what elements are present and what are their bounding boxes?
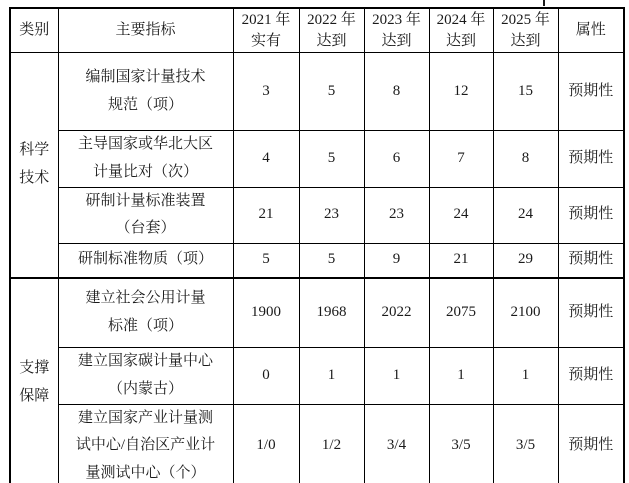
stray-mark <box>543 0 545 6</box>
attribute-cell: 预期性 <box>558 278 624 348</box>
value-cell: 5 <box>299 131 364 188</box>
table-row <box>10 187 624 244</box>
header-attribute: 属性 <box>558 8 624 53</box>
value-cell: 3/5 <box>493 404 558 483</box>
indicator-cell: 编制国家计量技术 规范（项） <box>58 53 233 131</box>
header-year-2025: 2025 年 达到 <box>493 8 558 53</box>
value-cell: 3/4 <box>364 404 429 483</box>
value-cell: 5 <box>299 53 364 131</box>
value-cell: 2100 <box>493 278 558 348</box>
header-year-2024: 2024 年 达到 <box>429 8 493 53</box>
value-cell: 1 <box>364 348 429 405</box>
table-row <box>10 278 624 348</box>
header-year-2023: 2023 年 达到 <box>364 8 429 53</box>
value-cell: 9 <box>364 244 429 278</box>
table-row <box>10 404 624 483</box>
value-cell: 8 <box>364 53 429 131</box>
value-cell: 21 <box>429 244 493 278</box>
value-cell: 1900 <box>233 278 299 348</box>
header-year-2022: 2022 年 达到 <box>299 8 364 53</box>
table-row <box>10 244 624 278</box>
attribute-cell: 预期性 <box>558 187 624 244</box>
value-cell: 24 <box>493 187 558 244</box>
table-row <box>10 53 624 131</box>
attribute-cell: 预期性 <box>558 404 624 483</box>
value-cell: 1 <box>429 348 493 405</box>
value-cell: 4 <box>233 131 299 188</box>
indicator-cell: 研制计量标准装置 （台套） <box>58 187 233 244</box>
table-row <box>10 348 624 405</box>
table-row <box>10 131 624 188</box>
value-cell: 1/0 <box>233 404 299 483</box>
value-cell: 15 <box>493 53 558 131</box>
attribute-cell: 预期性 <box>558 131 624 188</box>
indicator-cell: 建立国家碳计量中心 （内蒙古） <box>58 348 233 405</box>
indicator-cell: 主导国家或华北大区 计量比对（次） <box>58 131 233 188</box>
value-cell: 2075 <box>429 278 493 348</box>
value-cell: 21 <box>233 187 299 244</box>
value-cell: 23 <box>299 187 364 244</box>
indicator-cell: 建立国家产业计量测 试中心/自治区产业计 量测试中心（个） <box>58 404 233 483</box>
value-cell: 3 <box>233 53 299 131</box>
value-cell: 6 <box>364 131 429 188</box>
indicator-cell: 建立社会公用计量 标准（项） <box>58 278 233 348</box>
attribute-cell: 预期性 <box>558 53 624 131</box>
value-cell: 5 <box>233 244 299 278</box>
value-cell: 12 <box>429 53 493 131</box>
value-cell: 1 <box>299 348 364 405</box>
value-cell: 7 <box>429 131 493 188</box>
header-year-2021: 2021 年 实有 <box>233 8 299 53</box>
indicator-table <box>9 7 625 483</box>
table-header-row <box>10 8 624 53</box>
value-cell: 5 <box>299 244 364 278</box>
value-cell: 29 <box>493 244 558 278</box>
value-cell: 1 <box>493 348 558 405</box>
attribute-cell: 预期性 <box>558 348 624 405</box>
header-category: 类别 <box>10 8 58 53</box>
value-cell: 2022 <box>364 278 429 348</box>
value-cell: 24 <box>429 187 493 244</box>
value-cell: 1968 <box>299 278 364 348</box>
value-cell: 8 <box>493 131 558 188</box>
value-cell: 3/5 <box>429 404 493 483</box>
value-cell: 23 <box>364 187 429 244</box>
indicator-cell: 研制标准物质（项） <box>58 244 233 278</box>
value-cell: 0 <box>233 348 299 405</box>
category-cell-science-tech: 科学 技术 <box>10 53 58 278</box>
value-cell: 1/2 <box>299 404 364 483</box>
category-cell-support: 支撑 保障 <box>10 278 58 483</box>
attribute-cell: 预期性 <box>558 244 624 278</box>
header-indicator: 主要指标 <box>58 8 233 53</box>
